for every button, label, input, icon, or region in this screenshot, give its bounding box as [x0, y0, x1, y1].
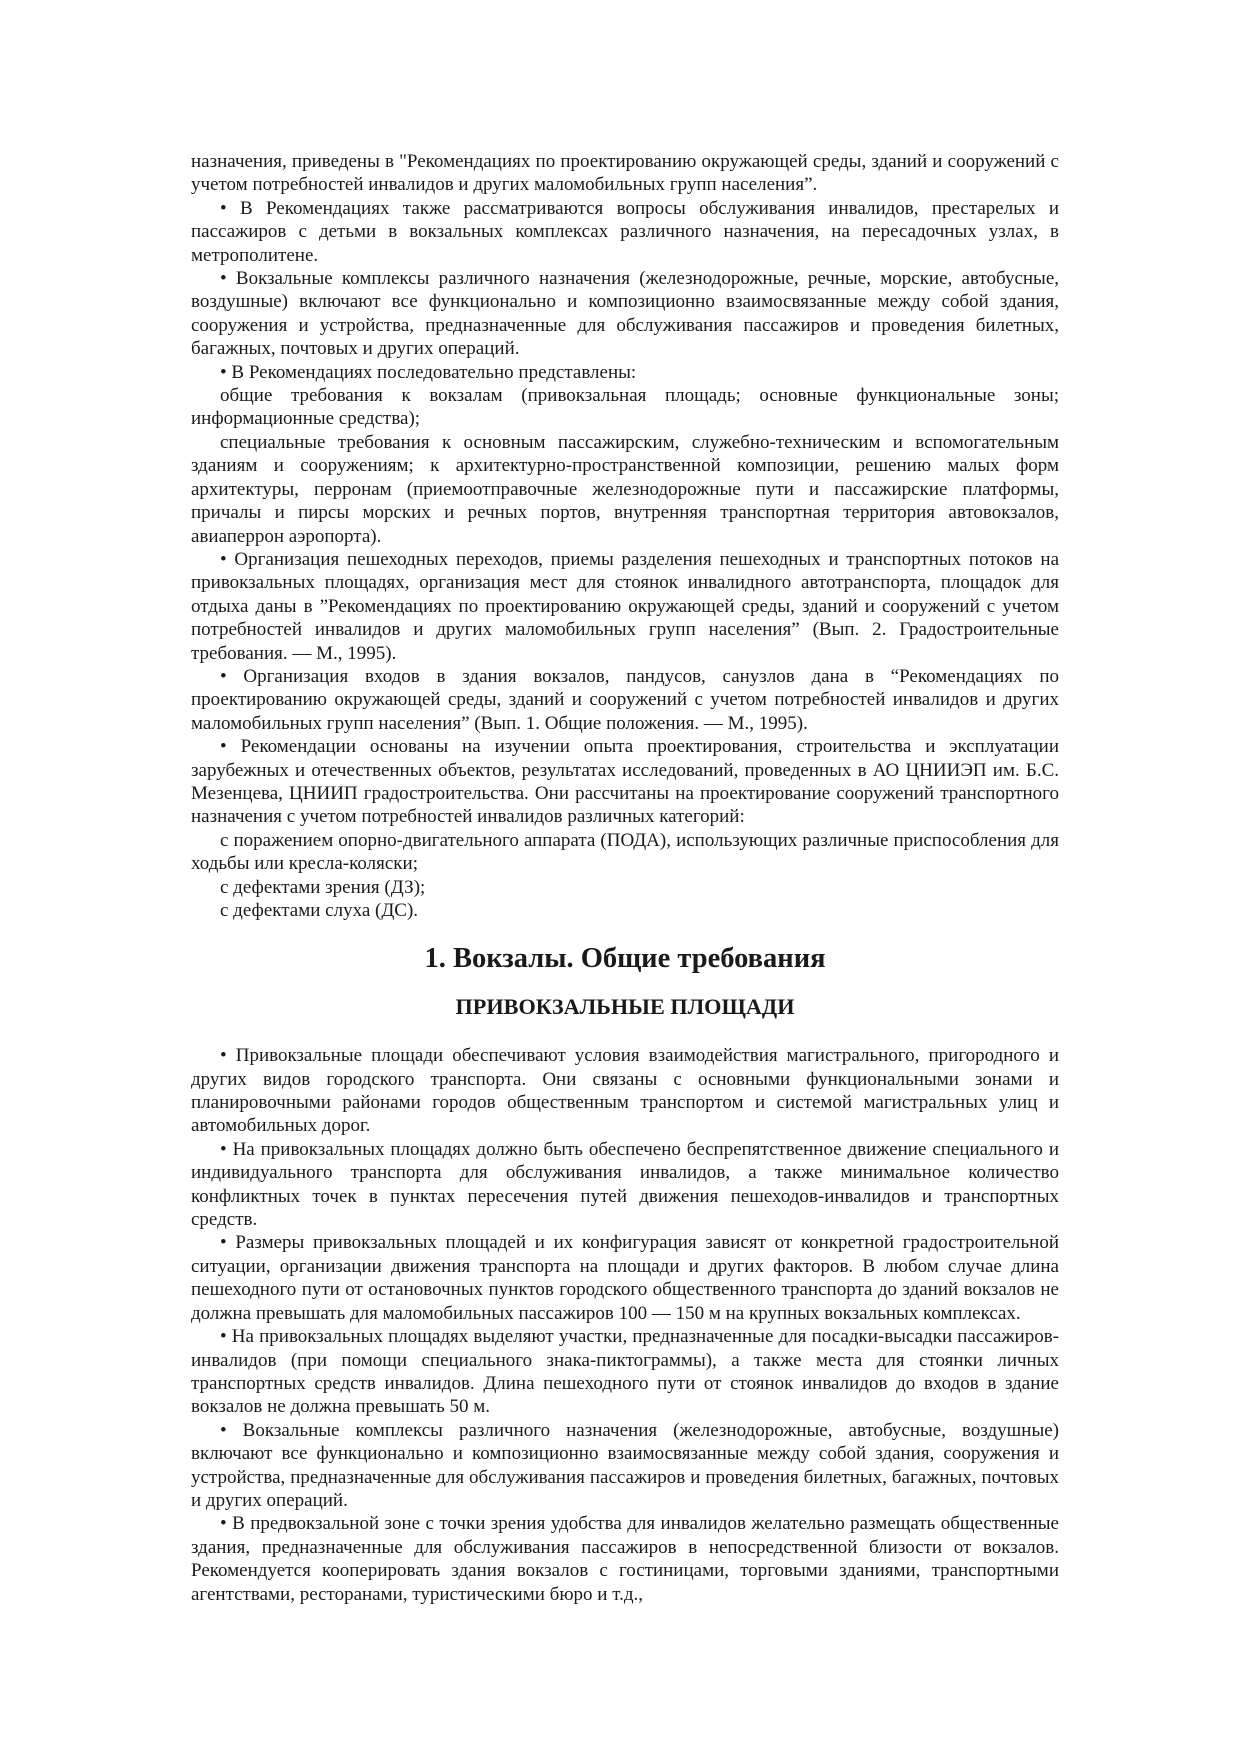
section-heading: 1. Вокзалы. Общие требования [424, 943, 826, 975]
paragraph-contents-intro: • В Рекомендациях последовательно представлены: [220, 361, 637, 383]
paragraph-category-dz: с дефектами зрения (ДЗ); [220, 876, 426, 898]
paragraph-squares-parking: • На привокзальных площадях выделяют участки, предназначенные для посадки-высадки пассажиров-инвалидов (при помощи специального знака-пиктограммы), а также места для стоянки личных транспортных средств инвалидов. Длина пешеходного пути от стоянок инвалидов до входов в здание вокзалов не должна превышать 50 м. [191, 1326, 1059, 1418]
paragraph-pedestrian-crossings: • Организация пешеходных переходов, приемы разделения пешеходных и транспортных потоков на привокзальных площадях, организация мест для стоянок инвалидного автотранспорта, площадок для отдыха даны в ”Рекомендациях по проектированию окружающей среды, зданий и сооружений с учетом потребностей инвалидов и других маломобильных групп населения” (Вып. 2. Градостроительные требования. — М., 1995). [191, 548, 1059, 664]
paragraph-basis: • Рекомендации основаны на изучении опыта проектирования, строительства и эксплуатации зарубежных и отечественных объектов, результатах исследований, проведенных в АО ЦНИИЭП им. Б.С. Мезенцева, ЦНИИП градостроительства. Они рассчитаны на проектирование сооружений транспортного назначения с учетом потребностей инвалидов различных категорий: [191, 736, 1059, 828]
paragraph-squares-size: • Размеры привокзальных площадей и их конфигурация зависят от конкретной градостроительной ситуации, организации движения транспорта на площади и других факторов. В любом случае длина пешеходного пути от остановочных пунктов городского общественного транспорта до зданий вокзалов не должна превышать для маломобильных пассажиров 100 — 150 м на крупных вокзальных комплексах. [191, 1232, 1059, 1324]
paragraph-station-complexes: • Вокзальные комплексы различного назначения (железнодорожные, речные, морские, автобусные, воздушные) включают все функционально и композиционно взаимосвязанные между собой здания, сооружения и устройства, предназначенные для обслуживания пассажиров и проведения билетных, багажных, почтовых и других операций. [191, 268, 1059, 360]
paragraph-category-ds: с дефектами слуха (ДС). [220, 900, 419, 921]
paragraph-continuation: назначения, приведены в "Рекомендациях по проектированию окружающей среды, зданий и сооружений с учетом потребностей инвалидов и других маломобильных групп населения”. [191, 151, 1059, 196]
paragraph-category-poda: с поражением опорно-двигательного аппарата (ПОДА), использующих различные приспособления для ходьбы или кресла-коляски; [191, 829, 1059, 875]
paragraph-scope: • В Рекомендациях также рассматриваются вопросы обслуживания инвалидов, престарелых и пассажиров с детьми в вокзальных комплексах различного назначения, на пересадочных узлах, в метрополитене. [191, 197, 1059, 266]
paragraph-squares-traffic: • На привокзальных площадях должно быть обеспечено беспрепятственное движение специального и индивидуального транспорта для обслуживания инвалидов, а также минимальное количество конфликтных точек в пунктах пересечения путей движения пешеходов-инвалидов и транспортных средств. [191, 1138, 1059, 1231]
paragraph-forecourt-zone: • В предвокзальной зоне с точки зрения удобства для инвалидов желательно размещать общественные здания, предназначенные для обслуживания пассажиров в непосредственной близости от вокзалов. Рекомендуется кооперировать здания вокзалов с гостиницами, торговыми зданиями, транспортными агентствами, ресторанами, туристическими бюро и т.д., [191, 1513, 1059, 1605]
subsection-heading: ПРИВОКЗАЛЬНЫЕ ПЛОЩАДИ [455, 993, 795, 1019]
paragraph-general-requirements: общие требования к вокзалам (привокзальная площадь; основные функциональные зоны; информационные средства); [191, 385, 1059, 430]
paragraph-station-complexes-2: • Вокзальные комплексы различного назначения (железнодорожные, автобусные, воздушные) включают все функционально и композиционно взаимосвязанные между собой здания, сооружения и устройства, предназначенные для обслуживания пассажиров и проведения билетных, багажных, почтовых и других операций. [191, 1419, 1059, 1511]
paragraph-entrances: • Организация входов в здания вокзалов, пандусов, санузлов дана в “Рекомендациях по проектированию окружающей среды, зданий и сооружений с учетом потребностей инвалидов и других маломобильных групп населения” (Вып. 1. Общие положения. — М., 1995). [191, 665, 1059, 734]
paragraph-special-requirements: специальные требования к основным пассажирским, служебно-техническим и вспомогательным зданиям и сооружениям; к архитектурно-пространственной композиции, решению малых форм архитектуры, перронам (приемоотправочные железнодорожные пути и пассажирские платформы, причалы и пирсы морских и речных портов, внутренняя транспортная территория автовокзалов, авиаперрон аэропорта). [191, 431, 1059, 547]
document-page [191, 150, 1059, 1606]
paragraph-squares-interaction: • Привокзальные площади обеспечивают условия взаимодействия магистрального, пригородного и других видов городского транспорта. Они связаны с основными функциональными зонами и планировочными районами городов общественным транспортом и системой магистральных улиц и автомобильных дорог. [191, 1045, 1059, 1137]
